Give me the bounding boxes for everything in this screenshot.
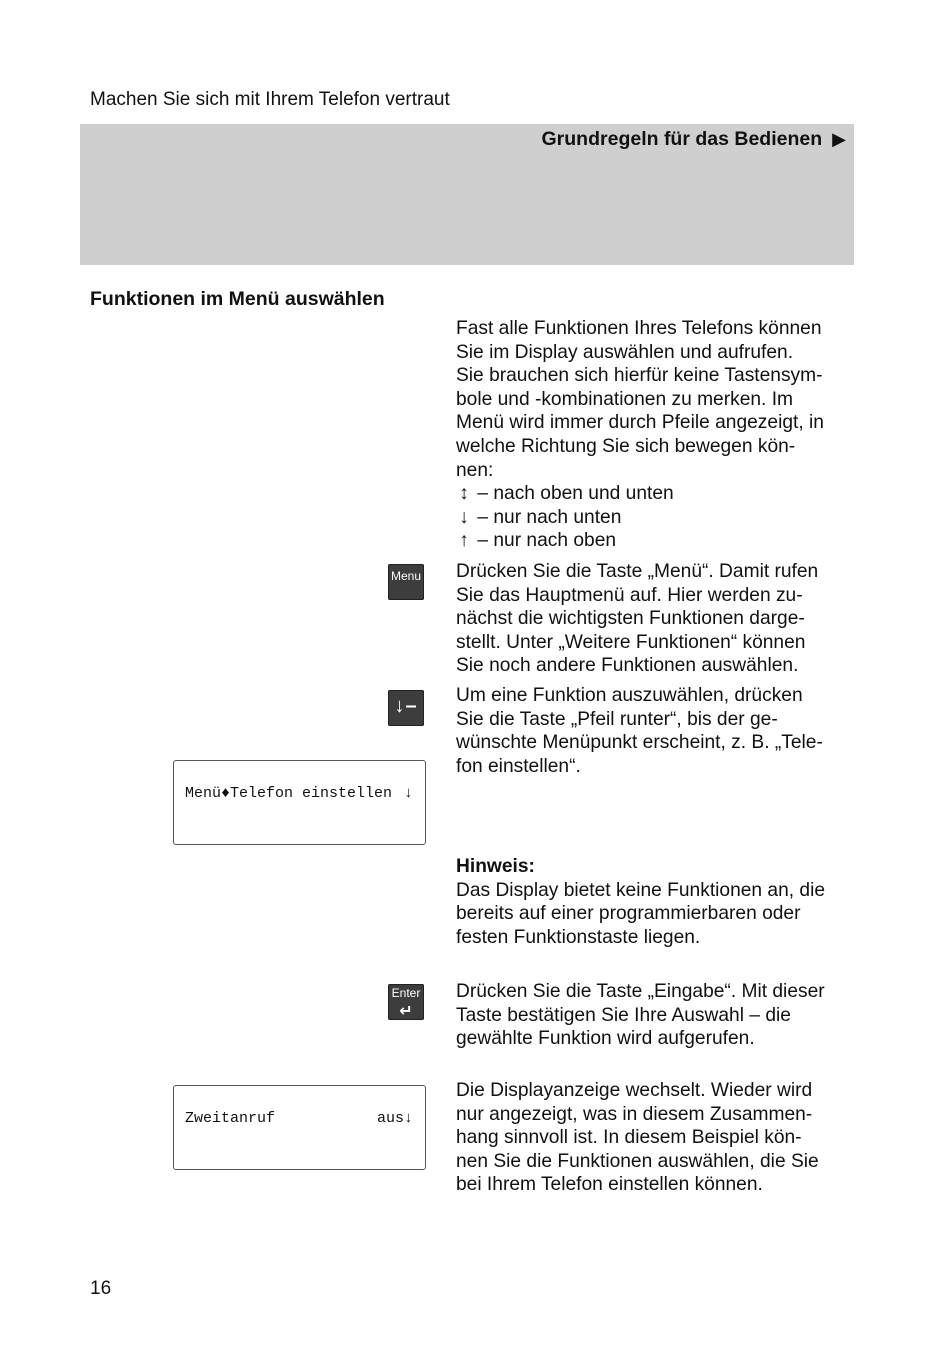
display-scroll-indicator: ↓ (403, 785, 413, 802)
text-line: bole und -kombinationen zu merken. Im (456, 388, 794, 410)
note-title: Hinweis: (456, 856, 535, 877)
menu-key-icon (388, 564, 424, 600)
display-text: Menü♦Telefon einstellen (185, 785, 393, 802)
enter-key-label: Enter (391, 986, 421, 1000)
arrow-legend-item (456, 482, 852, 506)
text-line: Sie das Hauptmenü auf. Hier werden zu- (456, 584, 803, 606)
band-title (542, 128, 846, 151)
arrow-legend-item (456, 529, 852, 553)
text-line: Sie im Display auswählen und aufrufen. (456, 341, 794, 363)
text-line: Die Displayanzeige wechselt. Wieder wird (456, 1080, 813, 1101)
enter-key-icon (388, 984, 424, 1020)
arrow-down-key-glyph: ↓– (394, 695, 418, 717)
menu-key-label: Menu (390, 569, 422, 583)
section-band (80, 124, 854, 265)
arrow-legend-text: – nach oben und unten (477, 483, 674, 505)
up-down-arrow-icon: ↕ (459, 483, 469, 505)
down-arrow-icon: ↓ (459, 506, 469, 528)
running-head: Machen Sie sich mit Ihrem Telefon vertraut (90, 89, 450, 110)
arrow-legend-text: – nur nach unten (477, 506, 622, 528)
text-line: stellt. Unter „Weitere Funktionen“ können (456, 631, 806, 653)
text-line: bei Ihrem Telefon einstellen können. (456, 1174, 763, 1196)
text-line: fon einstellen“. (456, 755, 581, 777)
text-line: festen Funktionstaste liegen. (456, 926, 701, 948)
play-arrow-icon: ▶ (832, 129, 846, 149)
arrow-legend-item (456, 506, 852, 530)
text-line: Drücken Sie die Taste „Eingabe“. Mit dieser (456, 981, 825, 1002)
text-line: Drücken Sie die Taste „Menü“. Damit rufen (456, 561, 819, 582)
section-title: Funktionen im Menü auswählen (90, 288, 385, 310)
text-line: nen: (456, 459, 494, 481)
phone-display-setting (173, 1085, 426, 1170)
text-line: Sie die Taste „Pfeil runter“, bis der ge- (456, 708, 778, 730)
arrow-down-key-icon (388, 690, 424, 726)
text-line: nen Sie die Funktionen auswählen, die Sie (456, 1150, 819, 1172)
display-line (185, 1110, 413, 1127)
result-paragraph (456, 1079, 852, 1197)
text-line: bereits auf einer programmierbaren oder (456, 903, 801, 925)
enter-key-glyph: ↵ (399, 1003, 413, 1020)
text-line: Fast alle Funktionen Ihres Telefons können (456, 318, 822, 339)
arrow-step-paragraph (456, 684, 852, 778)
text-line: nächst die wichtigsten Funktionen darge- (456, 608, 805, 630)
text-line: Menü wird immer durch Pfeile angezeigt, in (456, 412, 824, 434)
arrow-legend-text: – nur nach oben (477, 530, 617, 552)
text-line: Sie brauchen sich hierfür keine Tastensym- (456, 365, 823, 387)
text-line: nur angezeigt, was in diesem Zusammen- (456, 1103, 813, 1125)
display-line (185, 785, 413, 802)
text-line: hang sinnvoll ist. In diesem Beispiel kön- (456, 1127, 802, 1149)
text-line: Das Display bietet keine Funktionen an, die (456, 879, 826, 901)
phone-display-menu (173, 760, 426, 845)
page-number: 16 (90, 1278, 112, 1299)
text-line: Sie noch andere Funktionen auswählen. (456, 655, 799, 677)
display-text: Zweitanruf (185, 1110, 276, 1127)
band-title-text: Grundregeln für das Bedienen (541, 128, 823, 150)
enter-step-paragraph (456, 980, 852, 1051)
text-line: gewählte Funktion wird aufgerufen. (456, 1028, 755, 1050)
note-block (456, 855, 852, 949)
up-arrow-icon: ↑ (459, 530, 469, 552)
text-line: welche Richtung Sie sich bewegen kön- (456, 435, 796, 457)
menu-step-paragraph (456, 560, 852, 678)
text-line: Taste bestätigen Sie Ihre Auswahl – die (456, 1004, 791, 1026)
intro-paragraph (456, 317, 852, 553)
text-line: Um eine Funktion auszuwählen, drücken (456, 685, 803, 706)
text-line: wünschte Menüpunkt erscheint, z. B. „Tele- (456, 732, 823, 754)
display-value: aus↓ (376, 1110, 413, 1127)
